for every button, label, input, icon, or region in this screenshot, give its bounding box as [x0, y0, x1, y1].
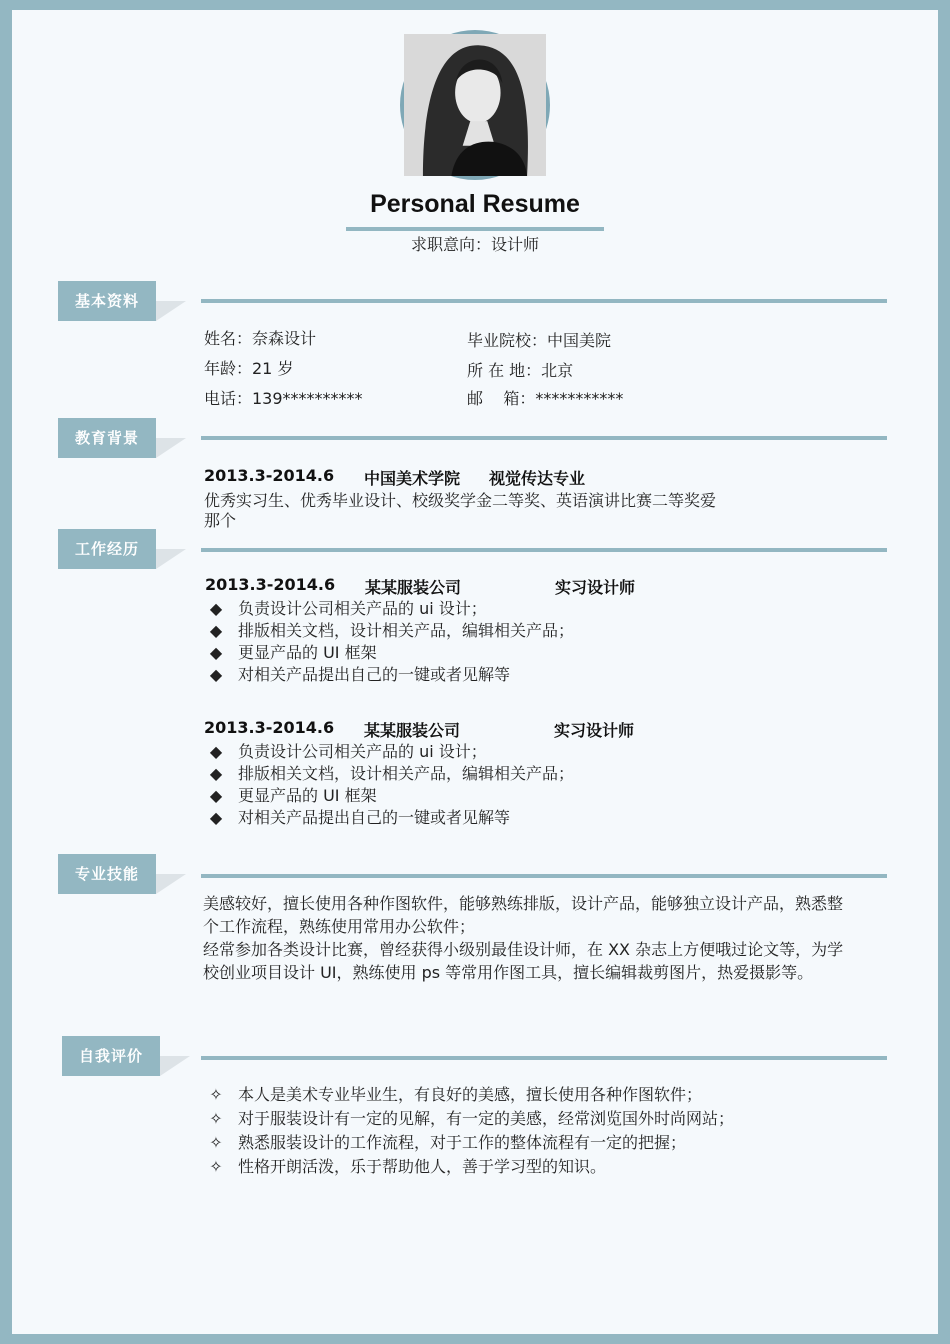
skills-line: 美感较好，擅长使用各种作图软件，能够熟练排版，设计产品，能够独立设计产品，熟悉整: [203, 894, 844, 913]
section-divider: [201, 874, 887, 878]
self-eval-list: [206, 1083, 734, 1179]
list-item: [206, 598, 574, 620]
section-title: 基本资料: [58, 281, 156, 321]
section-header-self: [62, 1036, 202, 1076]
info-location: 所 在 地：北京: [467, 361, 574, 380]
star-icon: ✧: [209, 1109, 223, 1128]
work-role: 实习设计师: [555, 578, 636, 597]
star-icon: ✧: [209, 1085, 223, 1104]
star-icon: ✧: [209, 1157, 223, 1176]
duty-text: 负责设计公司相关产品的 ui 设计；: [238, 742, 487, 761]
education-honors-overflow-text: 那个: [204, 511, 237, 530]
education-period: 2013.3-2014.6: [204, 466, 335, 485]
work-period: 2013.3-2014.6: [205, 575, 336, 594]
skills-line: 校创业项目设计 UI，熟练使用 ps 等常用作图工具，擅长编辑裁剪图片，热爱摄影等。: [203, 963, 814, 982]
list-item: [206, 1131, 734, 1155]
duty-text: 负责设计公司相关产品的 ui 设计；: [238, 599, 487, 618]
resume-title: Personal Resume: [370, 190, 580, 218]
duty-text: 对相关产品提出自己的一键或者见解等: [238, 808, 511, 827]
education-honors: 优秀实习生、优秀毕业设计、校级奖学金二等奖、英语演讲比赛二等奖爱: [204, 491, 717, 510]
info-name: 姓名：奈森设计: [204, 329, 317, 348]
self-eval-text: 熟悉服装设计的工作流程，对于工作的整体流程有一定的把握；: [238, 1133, 687, 1152]
skills-line: 个工作流程，熟练使用常用办公软件；: [203, 917, 476, 936]
diamond-icon: ◆: [209, 621, 223, 640]
work-company: 某某服装公司: [365, 578, 462, 597]
section-tab-shadow: [156, 301, 186, 321]
list-item: [206, 1083, 734, 1107]
duty-text: 对相关产品提出自己的一键或者见解等: [238, 665, 511, 684]
self-eval-text: 本人是美术专业毕业生，有良好的美感，擅长使用各种作图软件；: [238, 1085, 703, 1104]
star-icon: ✧: [209, 1133, 223, 1152]
work-company: 某某服装公司: [364, 721, 461, 740]
self-eval-text: 性格开朗活泼，乐于帮助他人，善于学习型的知识。: [238, 1157, 607, 1176]
section-tab-shadow: [156, 549, 186, 569]
list-item: [206, 1107, 734, 1131]
list-item: [206, 763, 574, 785]
job-intent: 求职意向：设计师: [410, 235, 539, 254]
diamond-icon: ◆: [209, 599, 223, 618]
info-school: 毕业院校：中国美院: [467, 331, 612, 350]
section-divider: [201, 299, 887, 303]
list-item: [206, 620, 574, 642]
list-item: [206, 664, 574, 686]
duty-text: 更显产品的 UI 框架: [238, 786, 377, 805]
diamond-icon: ◆: [209, 643, 223, 662]
work-entry-head: [204, 718, 704, 740]
duty-text: 排版相关文档，设计相关产品，编辑相关产品；: [238, 764, 575, 783]
diamond-icon: ◆: [209, 808, 223, 827]
skills-paragraph: [203, 892, 893, 984]
list-item: [206, 807, 574, 829]
title-underline: [346, 227, 604, 231]
section-tab-shadow: [156, 874, 186, 894]
section-title: 专业技能: [58, 854, 156, 894]
section-tab-shadow: [160, 1056, 190, 1076]
education-honors-overflow: [204, 510, 237, 530]
info-email: 邮 箱：***********: [467, 389, 624, 408]
duty-text: 排版相关文档，设计相关产品，编辑相关产品；: [238, 621, 575, 640]
section-divider: [201, 1056, 887, 1060]
list-item: [206, 785, 574, 807]
section-title: 教育背景: [58, 418, 156, 458]
work-entry-head: [205, 575, 705, 597]
portrait-photo-icon: [404, 34, 546, 176]
work-period: 2013.3-2014.6: [204, 718, 335, 737]
section-divider: [201, 548, 887, 552]
work-duty-list: [206, 741, 574, 829]
diamond-icon: ◆: [209, 786, 223, 805]
education-major: 视觉传达专业: [489, 469, 586, 488]
education-school: 中国美术学院: [364, 469, 461, 488]
list-item: [206, 1155, 734, 1179]
section-tab-shadow: [156, 438, 186, 458]
skills-line: 经常参加各类设计比赛，曾经获得小级别最佳设计师，在 XX 杂志上方便哦过论文等，为学: [203, 940, 844, 959]
section-header-basic: [58, 281, 198, 321]
self-eval-text: 对于服装设计有一定的见解，有一定的美感，经常浏览国外时尚网站；: [238, 1109, 735, 1128]
info-age: 年龄：21 岁: [204, 359, 294, 378]
work-role: 实习设计师: [554, 721, 635, 740]
duty-text: 更显产品的 UI 框架: [238, 643, 377, 662]
list-item: [206, 741, 574, 763]
education-entry-head: [204, 466, 704, 488]
list-item: [206, 642, 574, 664]
section-title: 工作经历: [58, 529, 156, 569]
section-divider: [201, 436, 887, 440]
portrait-photo: [400, 30, 550, 180]
section-header-skills: [58, 854, 198, 894]
section-header-education: [58, 418, 198, 458]
diamond-icon: ◆: [209, 742, 223, 761]
section-title: 自我评价: [62, 1036, 160, 1076]
diamond-icon: ◆: [209, 764, 223, 783]
work-duty-list: [206, 598, 574, 686]
resume-page: [12, 10, 938, 1334]
info-phone: 电话：139**********: [204, 389, 363, 408]
diamond-icon: ◆: [209, 665, 223, 684]
section-header-work: [58, 529, 198, 569]
